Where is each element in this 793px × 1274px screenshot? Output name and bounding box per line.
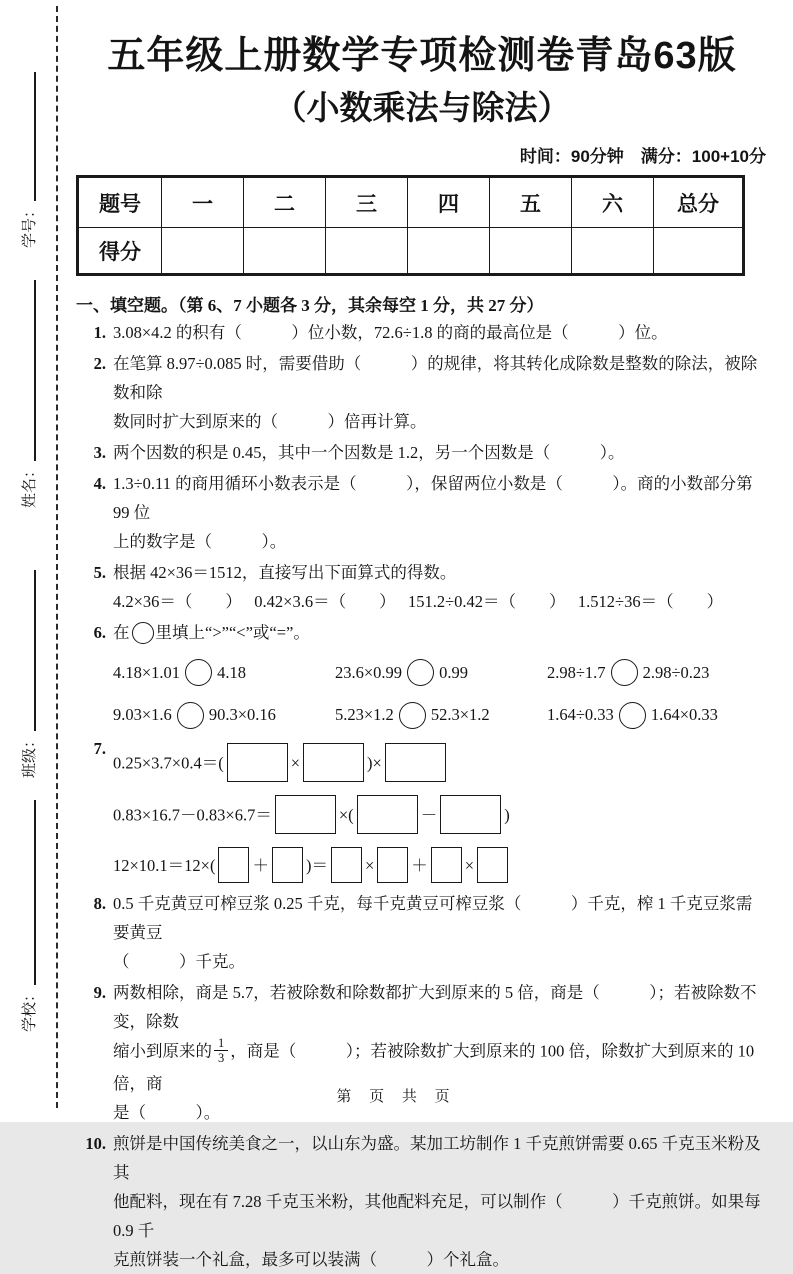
equation-text: ×(	[338, 804, 354, 824]
question-8-text: （ ）千克。	[113, 951, 245, 971]
question-7-line-2	[113, 795, 768, 838]
compare-row	[113, 658, 768, 689]
question-9-text: 两数相除，商是 5.7，若被除数和除数都扩大到原来的 5 倍，商是（ ）；若被除数不变，除数	[113, 982, 757, 1031]
equation-text: ×	[290, 752, 301, 772]
question-1-number: 1.	[93, 323, 106, 343]
answer-box[interactable]	[275, 795, 336, 834]
question-10-text: 他配料，现在有 7.28 千克玉米粉，其他配料充足，可以制作（ ）千克煎饼。如果每 0.9 千	[113, 1192, 761, 1241]
answer-box[interactable]	[357, 795, 418, 834]
page-footer: 第 页 共 页	[336, 1089, 457, 1105]
question-9-number: 9.	[93, 982, 106, 1002]
equation-text: ×	[364, 855, 375, 875]
question-9-text-post: ，商是（ ）；若被除数扩大到原来的 100 倍，除数扩大到原来的 10 倍，商	[113, 1041, 755, 1094]
question-4-text: 1.3÷0.11 的商用循环小数表示是（ ），保留两位小数是（ ）。商的小数部分第 99 位	[113, 474, 753, 523]
score-cell[interactable]	[326, 228, 408, 275]
question-3-text: 两个因数的积是 0.45，其中一个因数是 1.2，另一个因数是（ ）。	[113, 443, 625, 463]
question-7	[76, 734, 768, 887]
answer-box[interactable]	[377, 847, 408, 883]
question-3-number: 3.	[93, 443, 106, 463]
student-id-field	[14, 72, 42, 248]
answer-box[interactable]	[272, 847, 303, 883]
compare-answer-circle[interactable]	[177, 702, 204, 729]
question-7-number: 7.	[93, 738, 106, 758]
score-table-header-cell: 三	[326, 177, 408, 228]
question-1	[76, 318, 768, 347]
equation-text: )×	[367, 752, 382, 772]
equation-text: ＋	[411, 855, 428, 875]
answer-box[interactable]	[303, 743, 364, 782]
compare-answer-circle[interactable]	[407, 659, 434, 686]
section-1-heading	[76, 291, 768, 316]
question-2-number: 2.	[93, 354, 106, 374]
question-9-text: 是（ ）。	[113, 1103, 221, 1123]
compare-left: 2.98÷1.7	[547, 663, 606, 683]
fraction-numerator: 1	[214, 1036, 228, 1051]
student-id-label: 学号：	[21, 202, 38, 248]
score-cell[interactable]	[244, 228, 326, 275]
paper-content	[76, 0, 768, 1274]
compare-item	[113, 658, 335, 689]
answer-box[interactable]	[218, 847, 249, 883]
score-table	[76, 175, 745, 276]
school-label: 学校：	[21, 986, 38, 1032]
equation-text: 0.83×16.7－0.83×6.7＝	[113, 804, 272, 824]
student-name-field	[14, 280, 42, 508]
question-6-text-post: 里填上“>”“<”或“=”。	[155, 623, 310, 643]
equation-text: ＋	[252, 855, 269, 875]
score-table-header-cell: 一	[162, 177, 244, 228]
question-6-number: 6.	[93, 623, 106, 643]
student-name-label: 姓名：	[21, 462, 38, 508]
compare-item	[547, 700, 768, 731]
compare-left: 5.23×1.2	[335, 705, 394, 725]
compare-item	[547, 658, 768, 689]
score-cell[interactable]	[490, 228, 572, 275]
question-4-number: 4.	[93, 474, 106, 494]
compare-right: 1.64×0.33	[650, 705, 718, 725]
question-2-text: 在笔算 8.97÷0.085 时，需要借助（ ）的规律，将其转化成除数是整数的除法，被除数和除	[113, 354, 758, 403]
compare-answer-circle[interactable]	[399, 702, 426, 729]
score-table-header-cell: 四	[408, 177, 490, 228]
question-1-text: 3.08×4.2 的积有（ ）位小数，72.6÷1.8 的商的最高位是（ ）位。	[113, 323, 668, 343]
compare-right: 52.3×1.2	[430, 705, 490, 725]
compare-left: 9.03×1.6	[113, 705, 172, 725]
question-6-text-pre: 在	[113, 623, 130, 643]
question-2-text: 数同时扩大到原来的（ ）倍再计算。	[113, 412, 427, 432]
class-field	[14, 570, 42, 778]
paper-title: 五年级上册数学专项检测卷青岛63版	[107, 35, 737, 77]
student-id-blank-line[interactable]	[21, 72, 36, 201]
question-10-text: 克煎饼装一个礼盒，最多可以装满（ ）个礼盒。	[113, 1250, 509, 1270]
student-name-blank-line[interactable]	[21, 280, 36, 461]
score-table-header-cell: 五	[490, 177, 572, 228]
question-6-text	[113, 618, 768, 647]
question-5-number: 5.	[93, 563, 106, 583]
compare-left: 4.18×1.01	[113, 663, 181, 683]
question-2	[76, 349, 768, 436]
question-10	[76, 1129, 768, 1274]
question-6	[76, 618, 768, 731]
score-table-header-cell: 总分	[654, 177, 744, 228]
compare-right: 0.99	[439, 663, 468, 683]
class-blank-line[interactable]	[21, 570, 36, 731]
class-label: 班级：	[21, 732, 38, 778]
question-4-text: 上的数字是（ ）。	[113, 532, 287, 552]
equation-text: )＝	[305, 855, 328, 875]
question-9-text-pre: 缩小到原来的	[113, 1041, 212, 1061]
question-4	[76, 469, 768, 556]
answer-box[interactable]	[227, 743, 288, 782]
compare-answer-circle[interactable]	[185, 659, 212, 686]
question-5-text: 根据 42×36＝1512，直接写出下面算式的得数。	[113, 563, 457, 583]
compare-item	[113, 700, 335, 731]
question-10-text: 煎饼是中国传统美食之一，以山东为盛。某加工坊制作 1 千克煎饼需要 0.65 千克玉米粉及其	[113, 1134, 761, 1183]
answer-box[interactable]	[385, 743, 446, 782]
paper-subtitle: （小数乘法与除法）	[273, 88, 571, 126]
questions	[76, 318, 768, 1274]
compare-answer-circle[interactable]	[619, 702, 646, 729]
score-cell[interactable]	[654, 228, 744, 275]
answer-box[interactable]	[440, 795, 501, 834]
question-8	[76, 889, 768, 976]
score-cell[interactable]	[572, 228, 654, 275]
question-3	[76, 438, 768, 467]
score-table-header-cell: 题号	[78, 177, 162, 228]
answer-box[interactable]	[331, 847, 362, 883]
compare-right: 2.98÷0.23	[642, 663, 710, 683]
compare-item	[335, 700, 547, 731]
equation-text: ×	[464, 855, 475, 875]
question-8-number: 8.	[93, 893, 106, 913]
margin-dashed-divider	[56, 6, 58, 1108]
question-7-line-3	[113, 847, 768, 887]
question-7-line-1	[113, 743, 768, 786]
school-blank-line[interactable]	[21, 800, 36, 985]
compare-answer-circle[interactable]	[611, 659, 638, 686]
compare-item	[335, 658, 547, 689]
question-5	[76, 558, 768, 616]
school-field	[14, 800, 42, 1032]
equation-text: )	[504, 804, 510, 824]
question-5-equations: 4.2×36＝（ ） 0.42×3.6＝（ ） 151.2÷0.42＝（ ） 1.512÷36＝（ ）	[113, 592, 724, 612]
score-cell[interactable]	[408, 228, 490, 275]
compare-left: 23.6×0.99	[335, 663, 403, 683]
equation-text: 12×10.1＝12×(	[113, 855, 216, 875]
section-1-heading-note: （第 6、7 小题各 3 分，其余每空 1 分，共 27 分）	[178, 296, 544, 316]
equation-text: －	[420, 804, 438, 824]
compare-row	[113, 700, 768, 731]
fraction-one-third	[214, 1036, 228, 1066]
compare-left: 1.64÷0.33	[547, 705, 614, 725]
score-table-header-cell: 六	[572, 177, 654, 228]
equation-text: 0.25×3.7×0.4＝(	[113, 752, 224, 772]
answer-box[interactable]	[477, 847, 508, 883]
answer-box[interactable]	[431, 847, 462, 883]
section-1-heading-main: 一、填空题。	[76, 296, 178, 316]
compare-circle-icon	[132, 622, 154, 644]
score-cell[interactable]	[162, 228, 244, 275]
question-8-text: 0.5 千克黄豆可榨豆浆 0.25 千克，每千克黄豆可榨豆浆（ ）千克，榨 1 千克豆浆需要黄豆	[113, 893, 753, 942]
score-row-label: 得分	[78, 228, 162, 275]
fraction-denominator: 3	[218, 1050, 225, 1065]
compare-right: 90.3×0.16	[208, 705, 276, 725]
compare-right: 4.18	[217, 663, 246, 683]
score-table-header-cell: 二	[244, 177, 326, 228]
question-10-number: 10.	[85, 1134, 106, 1154]
time-score-info: 时间：90分钟 满分：100+10分	[519, 147, 766, 167]
